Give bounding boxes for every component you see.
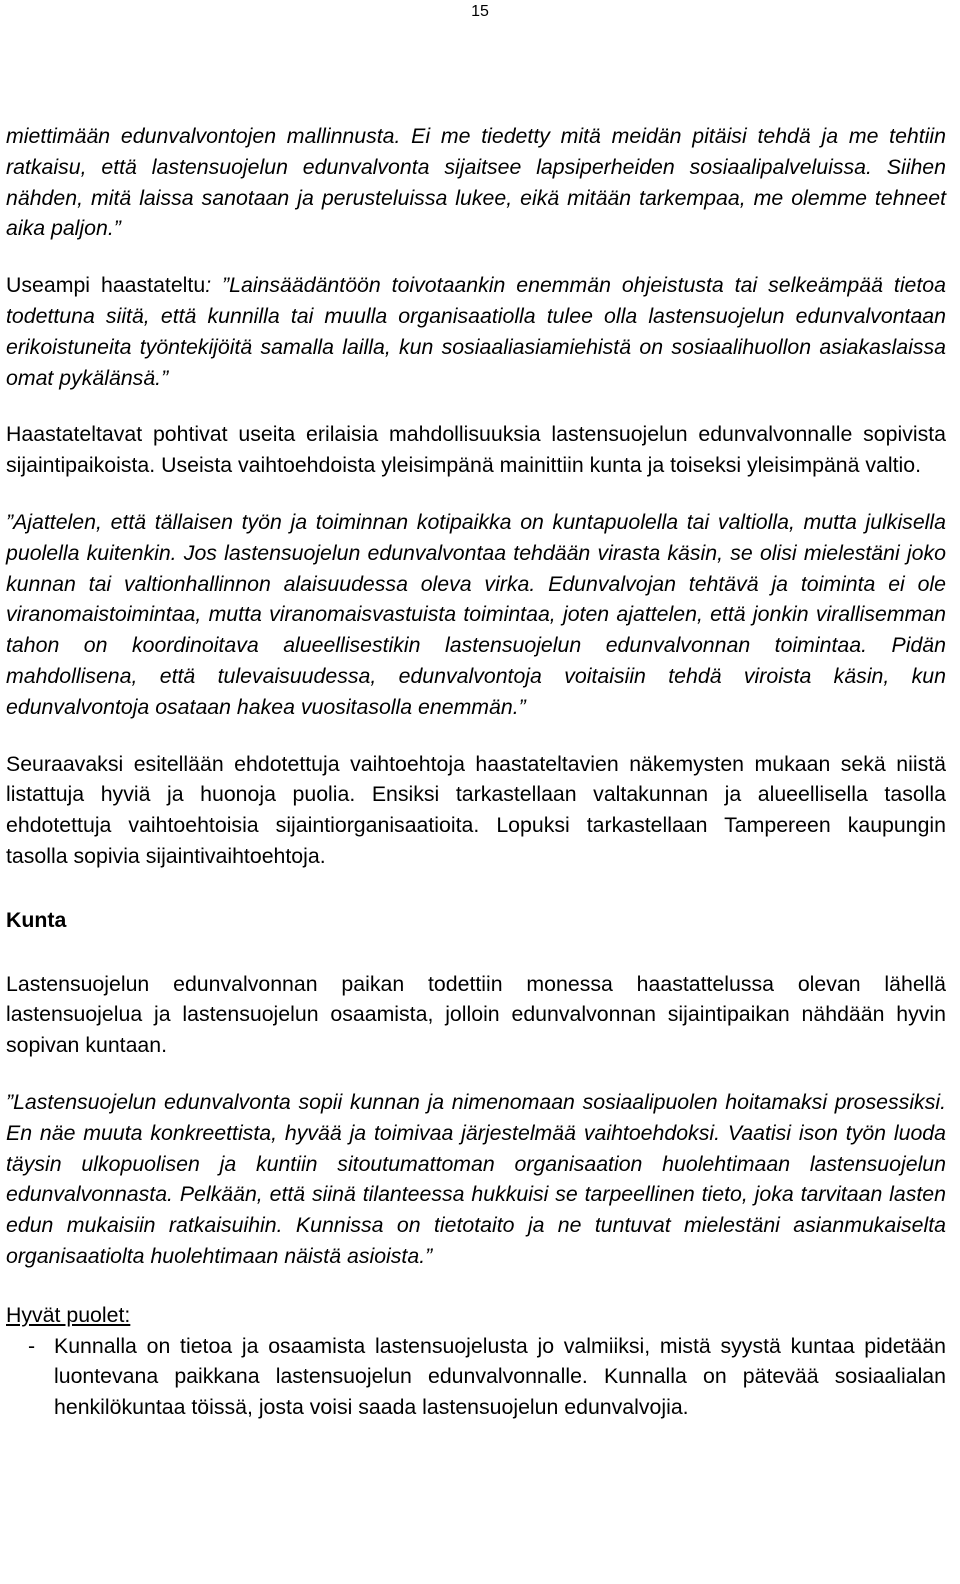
pros-list <box>6 1331 946 1423</box>
quote-paragraph-continuation: miettimään edunvalvontojen mallinnusta. Ei me tiedetty mitä meidän pitäisi tehdä ja me tehtiin ratkaisu, että lastensuojelun edunvalvonta sijaitsee lapsiperheiden sosiaalipalveluissa. Siihen nähden, mitä laissa sanotaan ja perusteluissa lukee, eikä mitään tarkempaa, me olemme tehneet aika paljon.” <box>6 124 946 241</box>
list-item <box>6 1331 946 1423</box>
bullet-text: Kunnalla on tietoa ja osaamista lastensuojelusta jo valmiiksi, mistä syystä kuntaa pidetään luontevana paikkana lastensuojelun edunvalvonnalle. Kunnalla on pätevää sosiaalialan henkilökuntaa töissä, josta voisi saada lastensuojelun edunvalvojia. <box>54 1333 946 1420</box>
interviewee-quote-paragraph <box>6 270 946 393</box>
interviewee-label: Useampi haastateltu <box>6 273 206 298</box>
section-heading: Kunta <box>6 907 67 932</box>
quote-paragraph-municipality-state: ”Ajattelen, että tällaisen työn ja toiminnan kotipaikka on kuntapuolella tai valtiolla, mutta julkisella puolella kuitenkin. Jos lastensuojelun edunvalvontaa tehdään virasta käsin, se olisi mielestäni joko kunnan tai valtionhallinnon alaisuudessa oleva virka. Edunvalvojan tehtävä ja toiminta ei ole viranomaistoimintaa, mutta viranomaisvastuista toimintaa, joten ajattelen, että jonkin virallisemman tahon on koordinoitava alueellisestikin lastensuojelun edunvalvonnan toimintaa. Pidän mahdollisena, että tulevaisuudessa, edunvalvontoja voitaisiin tehdä viroista käsin, kun edunvalvontoja osataan hakea vuositasolla enemmän.” <box>6 509 946 719</box>
body-paragraph-overview: Seuraavaksi esitellään ehdotettuja vaihtoehtoja haastateltavien näkemysten mukaan sekä niistä listattuja hyviä ja huonoja puolia. Ensiksi tarkastellaan valtakunnan ja alueellisella tasolla ehdotettuja vaihtoehtoisia sijaintiorganisaatioita. Lopuksi tarkastellaan Tampereen kaupungin tasolla sopivia sijaintivaihtoehtoja. <box>6 751 946 868</box>
pros-label: Hyvät puolet: <box>6 1302 131 1327</box>
bullet-dash: - <box>28 1333 36 1358</box>
body-paragraph-municipality: Lastensuojelun edunvalvonnan paikan todettiin monessa haastattelussa olevan lähellä lastensuojelua ja lastensuojelun osaamista, jolloin edunvalvonnan sijaintipaikan nähdään hyvin sopivan kuntaan. <box>6 971 946 1058</box>
interviewee-quote: : ”Lainsäädäntöön toivotaankin enemmän ohjeistusta tai selkeämpää tietoa todettuna siitä, että kunnilla tai muulla organisaatiolla tulee olla lastensuojelun edunvalvontaan erikoistuneita työntekijöitä samalla lailla, kun sosiaaliasiamiehistä on sosiaalihuollon asiakaslaissa omat pykälänsä.” <box>6 273 946 390</box>
body-paragraph-locations: Haastateltavat pohtivat useita erilaisia mahdollisuuksia lastensuojelun edunvalvonnalle sopivista sijaintipaikoista. Useista vaihtoehdoista yleisimpänä mainittiin kunta ja toiseksi yleisimpänä valtio. <box>6 422 946 478</box>
quote-paragraph-municipality: ”Lastensuojelun edunvalvonta sopii kunnan ja nimenomaan sosiaalipuolen hoitamaksi prosessiksi. En näe muuta konkreettista, hyvää ja toimivaa järjestelmää vaihtoehdoksi. Vaatisi ison työn luoda täysin ulkopuolisen ja kuntiin sitoutumattoman organisaation huolehtimaan lastensuojelun edunvalvonnasta. Pelkään, että siinä tilanteessa hukkuisi se tarpeellinen tieto, joka tarvitaan lasten edun mukaisiin ratkaisuihin. Kunnissa on tietotaito ja ne tuntuvat mielestäni asianmukaiselta organisaatiolta huolehtimaan näistä asioista.” <box>6 1089 946 1268</box>
document-body <box>6 121 946 1423</box>
page-number: 15 <box>471 3 489 20</box>
